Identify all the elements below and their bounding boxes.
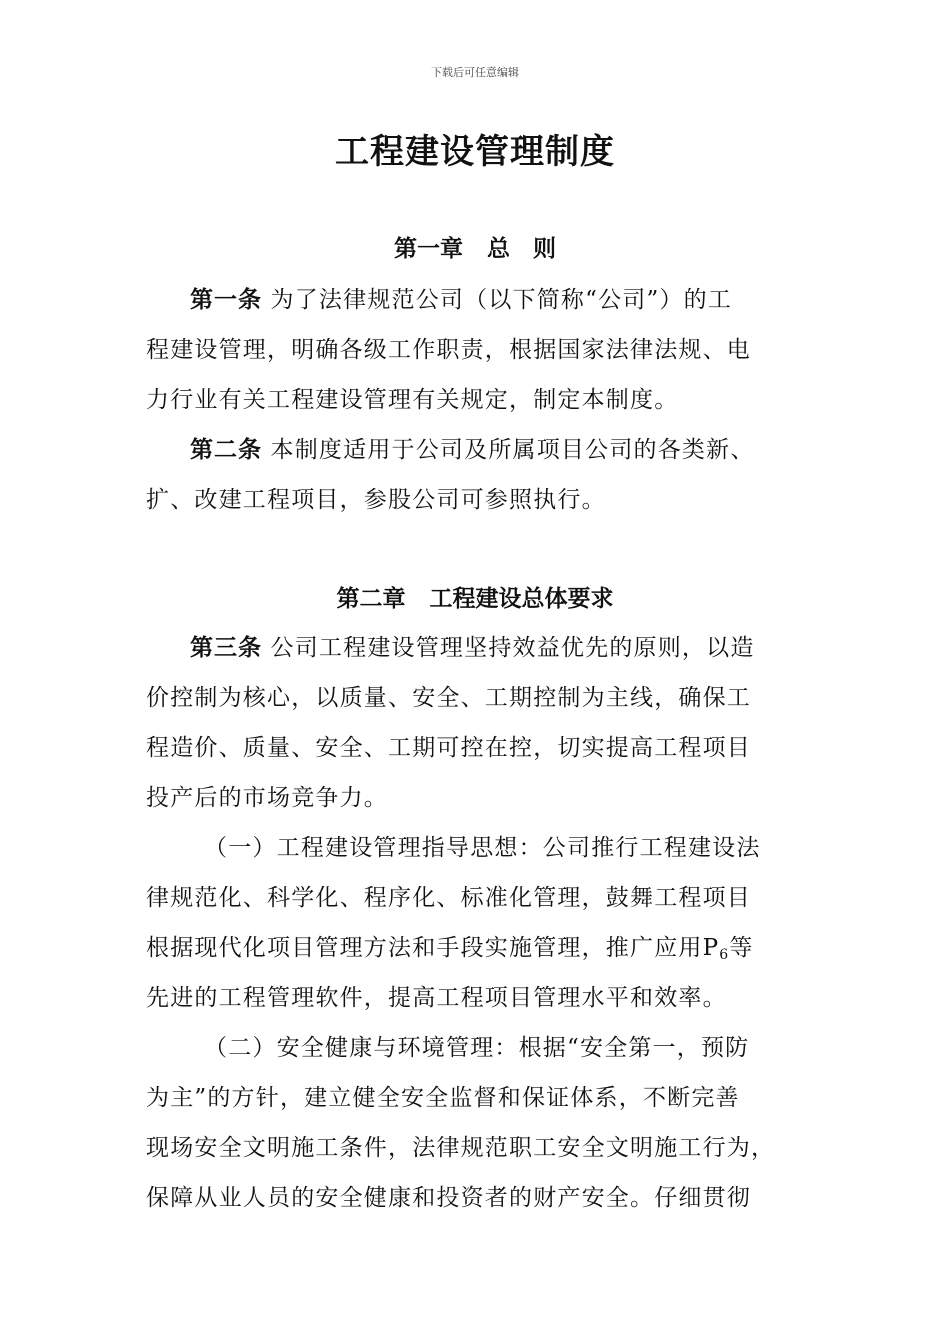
chapter-2-heading [0, 580, 950, 613]
item-2-line-2: 为主”的方针，建立健全安全监督和保证体系，不断完善 [146, 1085, 740, 1111]
article-2-text: 本制度适用于公司及所属项目公司的各类新、 [270, 437, 755, 463]
article-1-line-2: 程建设管理，明确各级工作职责，根据国家法律法规、电 [146, 337, 751, 363]
item-2-line-3: 现场安全文明施工条件，法律规范职工安全文明施工行为， [146, 1135, 776, 1161]
p6-letter: P [702, 935, 720, 961]
article-2-label: 第二条 [190, 436, 262, 463]
article-3-line-4: 投产后的市场竞争力。 [146, 785, 388, 811]
item-2-line-1: （二）安全健康与环境管理：根据“安全第一，预防 [204, 1035, 750, 1061]
item-1-line-2: 律规范化、科学化、程序化、标准化管理，鼓舞工程项目 [146, 885, 751, 911]
article-3-line-2: 价控制为核心，以质量、安全、工期控制为主线，确保工 [146, 685, 751, 711]
p6-subscript: 6 [719, 947, 730, 963]
chapter-2-name: 工程建设总体要求 [429, 585, 614, 612]
header-note: 下载后可任意编辑 [431, 66, 519, 79]
article-1-line-1 [190, 280, 860, 320]
chapter-1-heading [0, 230, 950, 263]
chapter-2-label: 第二章 [336, 585, 406, 612]
item-1-line-3-text: 根据现代化项目管理方法和手段实施管理，推广应用 [146, 935, 703, 961]
article-3-text: 公司工程建设管理坚持效益优先的原则，以造 [270, 635, 755, 661]
item-1-line-3 [146, 928, 816, 968]
p6-tail: 等 [729, 935, 754, 961]
article-1-label: 第一条 [190, 286, 262, 313]
article-2-line-2: 扩、改建工程项目，参股公司可参照执行。 [146, 487, 606, 513]
article-3-line-1 [190, 628, 860, 668]
item-1-line-1: （一）工程建设管理指导思想：公司推行工程建设法 [204, 835, 761, 861]
article-1-text: 为了法律规范公司（以下简称“公司”）的工 [270, 287, 733, 313]
article-1-line-3: 力行业有关工程建设管理有关规定，制定本制度。 [146, 387, 679, 413]
chapter-1-label: 第一章 [394, 235, 463, 262]
document-title: 工程建设管理制度 [335, 132, 615, 172]
article-3-line-3: 程造价、质量、安全、工期可控在控，切实提高工程项目 [146, 735, 751, 761]
article-2-line-1 [190, 430, 860, 470]
chapter-1-name: 总 则 [487, 235, 556, 262]
article-3-label: 第三条 [190, 634, 262, 661]
item-2-line-4: 保障从业人员的安全健康和投资者的财产安全。仔细贯彻 [146, 1185, 751, 1211]
item-1-line-4: 先进的工程管理软件，提高工程项目管理水平和效率。 [146, 985, 727, 1011]
